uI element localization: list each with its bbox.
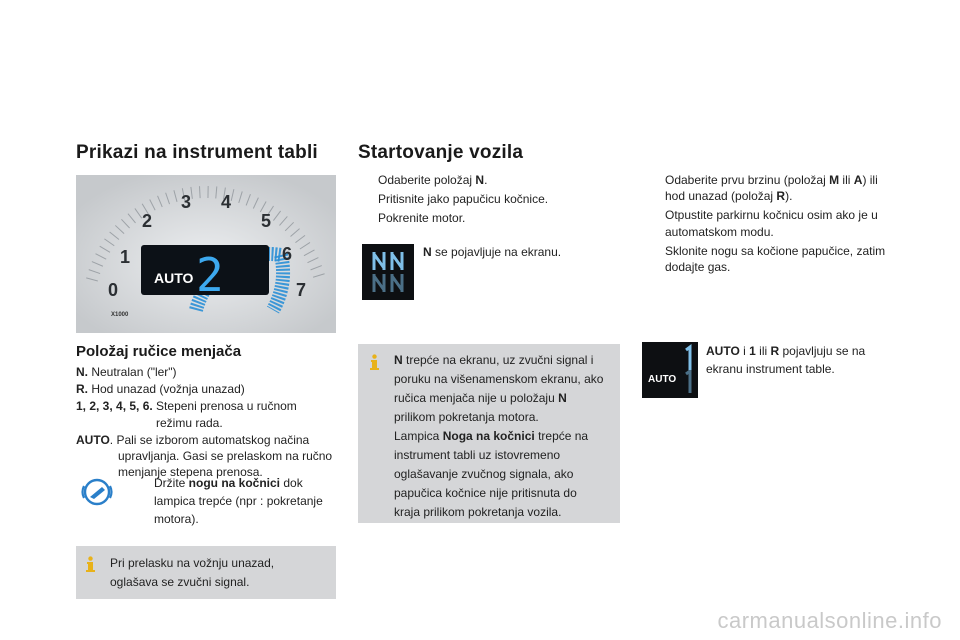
info-box-start-warning <box>358 344 620 523</box>
display-mode-text: AUTO <box>648 374 677 385</box>
start-step: Pritisnite jako papučicu kočnice. <box>378 192 549 207</box>
info-text: N trepće na ekranu, uz zvučni signal i poruku na višenamenskom ekranu, ako ručica menjača nije u položaju N prilikom pokretanja motora. Lampica Noga na kočnici trepće na instrument tabli uz istovremeno oglašavanje zvučnog signala, ako papučica kočnice nije pritisnuta do kraja prilikom pokretanja vozila. <box>394 353 604 519</box>
display-n-caption: N se pojavljuje na ekranu. <box>423 245 562 259</box>
def-auto: AUTO. Pali se izborom automatskog načina upravljanja. Gasi se prelaskom na ručno menjanje stepena prenosa. <box>76 432 333 480</box>
section-title-instrument: Prikazi na instrument tabli <box>76 142 318 163</box>
instrument-dial-graphic <box>76 175 336 333</box>
brake-note: Držite nogu na kočnici dok lampica trepće (npr : pokretanje motora). <box>154 476 323 526</box>
section-subtitle-gear-position: Položaj ručice menjača <box>76 343 242 360</box>
dial-number: 5 <box>261 211 272 231</box>
start-step: Odaberite položaj N. <box>378 173 488 187</box>
dial-mode-text: AUTO <box>154 270 194 286</box>
dial-number: 7 <box>296 280 307 300</box>
start-steps <box>358 172 608 230</box>
foot-on-brake-icon <box>80 477 114 507</box>
info-icon <box>368 354 381 370</box>
def-reverse: R. Hod unazad (vožnja unazad) <box>76 382 245 397</box>
section-title-start: Startovanje vozila <box>358 142 524 163</box>
start-step: Pokrenite motor. <box>378 211 466 226</box>
info-text: Pri prelasku na vožnju unazad, oglašava se zvučni signal. <box>110 556 275 589</box>
dial-gear-text: 2 <box>196 248 224 302</box>
drive-step: Sklonite nogu sa kočione papučice, zatim dodajte gas. <box>665 243 886 274</box>
display-auto-panel <box>642 342 698 398</box>
dial-number: 6 <box>282 244 293 264</box>
drive-step: Odaberite prvu brzinu (položaj M ili A) ili hod unazad (položaj R). <box>665 173 878 204</box>
instrument-dial-image <box>76 175 336 333</box>
dial-tick <box>200 186 201 198</box>
dial-number: 1 <box>120 247 131 267</box>
info-box-reverse <box>76 546 336 599</box>
watermark: carmanualsonline.info <box>717 608 942 634</box>
dial-number: 0 <box>108 280 119 300</box>
dial-number: 4 <box>221 192 232 212</box>
drive-steps <box>645 172 897 278</box>
gear-definitions <box>76 364 342 481</box>
dial-number: 2 <box>142 211 153 231</box>
display-auto-graphic <box>642 342 698 398</box>
def-manual-gears: 1, 2, 3, 4, 5, 6. Stepeni prenosa u ručnom režimu rada. <box>76 399 297 430</box>
dial-number: 3 <box>181 192 192 212</box>
dial-brand: X1000 <box>111 312 129 318</box>
def-neutral: N. Neutralan ("ler") <box>76 365 177 379</box>
auto-caption: AUTO i 1 ili R pojavljuju se na ekranu instrument table. <box>706 344 866 376</box>
display-n-panel <box>362 244 414 300</box>
info-icon <box>84 556 97 572</box>
drive-step: Otpustite parkirnu kočnicu osim ako je u automatskom modu. <box>665 208 878 239</box>
display-n-graphic <box>362 244 414 300</box>
